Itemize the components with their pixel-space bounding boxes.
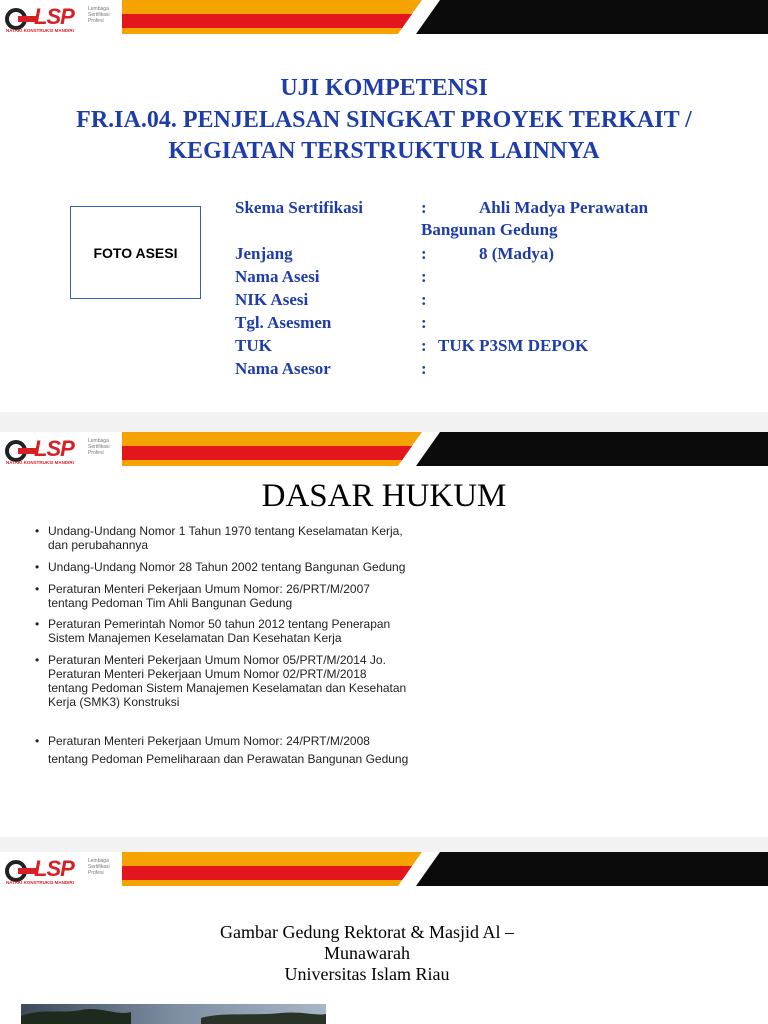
tuk-label: TUK xyxy=(235,336,272,355)
law-line: • Peraturan Pemerintah Nomor 50 tahun 2012 tentang Penerapan xyxy=(48,617,391,631)
law-line: tentang Pedoman Tim Ahli Bangunan Gedung xyxy=(48,596,293,610)
law-item xyxy=(48,617,448,645)
slide-gap xyxy=(0,837,768,852)
skema-value-cont: Bangunan Gedung xyxy=(421,220,558,239)
jenjang-value: 8 (Madya) xyxy=(479,244,555,263)
jenjang-colon: : xyxy=(421,244,427,263)
nik-asesi-colon: : xyxy=(421,290,427,309)
logo-brand: LSP xyxy=(34,4,74,29)
title-line-2: FR.IA.04. PENJELASAN SINGKAT PROYEK TERKAIT / xyxy=(76,107,692,133)
caption-line: Munawarah xyxy=(324,943,410,963)
law-item xyxy=(48,582,448,610)
law-line: • Peraturan Menteri Pekerjaan Umum Nomor: 26/PRT/M/2007 xyxy=(48,582,370,596)
title-line-1: UJI KOMPETENSI xyxy=(280,75,488,101)
logo-brand: LSP xyxy=(34,436,74,461)
nama-asesi-colon: : xyxy=(421,267,427,286)
nik-asesi-label: NIK Asesi xyxy=(235,290,309,309)
title-line-3: KEGIATAN TERSTRUKTUR LAINNYA xyxy=(168,138,600,164)
logo-tagline: NATAKI KONSTRUKSI MANDIRI xyxy=(6,460,74,465)
header-banner xyxy=(122,852,768,886)
logo-subtitle: Lembaga Sertifikasi Profesi xyxy=(88,438,110,456)
law-line: • Peraturan Menteri Pekerjaan Umum Nomor 05/PRT/M/2014 Jo. xyxy=(48,653,386,667)
law-line: • Peraturan Menteri Pekerjaan Umum Nomor: 24/PRT/M/2008 xyxy=(48,734,370,748)
law-item xyxy=(48,732,448,768)
nama-asesi-label: Nama Asesi xyxy=(235,267,320,286)
slide-gambar-gedung xyxy=(0,852,768,1024)
law-item xyxy=(48,653,448,709)
nama-asesor-label: Nama Asesor xyxy=(235,359,331,378)
slide-dasar-hukum xyxy=(0,432,768,837)
slide-header xyxy=(0,0,768,40)
logo-subtitle: Lembaga Sertifikasi Profesi xyxy=(88,6,110,24)
slide-header xyxy=(0,432,768,472)
tuk-value: TUK P3SM DEPOK xyxy=(438,336,589,355)
law-line: Peraturan Menteri Pekerjaan Umum Nomor 02/PRT/M/2018 xyxy=(48,667,367,681)
tuk-colon: : xyxy=(421,336,427,355)
slide-header xyxy=(0,852,768,892)
logo-brand: LSP xyxy=(34,856,74,881)
logo-subtitle: Lembaga Sertifikasi Profesi xyxy=(88,858,110,876)
logo-tagline: NATAKI KONSTRUKSI MANDIRI xyxy=(6,28,74,33)
header-banner xyxy=(122,432,768,466)
header-banner xyxy=(122,0,768,34)
lsp-logo xyxy=(4,856,122,886)
tgl-asesmen-colon: : xyxy=(421,313,427,332)
law-line: tentang Pedoman Sistem Manajemen Keselamatan dan Kesehatan xyxy=(48,681,407,695)
law-item xyxy=(48,524,448,552)
slide-gap xyxy=(0,412,768,432)
nama-asesor-colon: : xyxy=(421,359,427,378)
law-line: • Undang-Undang Nomor 28 Tahun 2002 tentang Bangunan Gedung xyxy=(48,560,406,574)
logo-tagline: NATAKI KONSTRUKSI MANDIRI xyxy=(6,880,74,885)
law-line: tentang Pedoman Pemeliharaan dan Perawatan Bangunan Gedung xyxy=(48,752,409,766)
jenjang-label: Jenjang xyxy=(235,244,293,263)
dasar-hukum-title: DASAR HUKUM xyxy=(261,478,507,514)
photo-placeholder xyxy=(70,206,201,299)
photo-label: FOTO ASESI xyxy=(93,244,178,261)
lsp-logo xyxy=(4,4,122,34)
law-line: • Undang-Undang Nomor 1 Tahun 1970 tentang Keselamatan Kerja, xyxy=(48,524,403,538)
law-item xyxy=(48,560,448,574)
skema-colon: : xyxy=(421,198,427,217)
skema-value: Ahli Madya Perawatan xyxy=(479,198,649,217)
slide-uji-kompetensi xyxy=(0,0,768,412)
skema-label: Skema Sertifikasi xyxy=(235,198,363,217)
law-line: Kerja (SMK3) Konstruksi xyxy=(48,695,180,709)
tgl-asesmen-label: Tgl. Asesmen xyxy=(235,313,332,332)
building-caption xyxy=(0,922,734,985)
caption-line: Universitas Islam Riau xyxy=(284,964,450,984)
law-line: Sistem Manajemen Keselamatan Dan Kesehatan Kerja xyxy=(48,631,342,645)
caption-line: Gambar Gedung Rektorat & Masjid Al – xyxy=(220,922,514,942)
law-line: dan perubahannya xyxy=(48,538,149,552)
building-photo xyxy=(21,1004,326,1024)
lsp-logo xyxy=(4,436,122,466)
